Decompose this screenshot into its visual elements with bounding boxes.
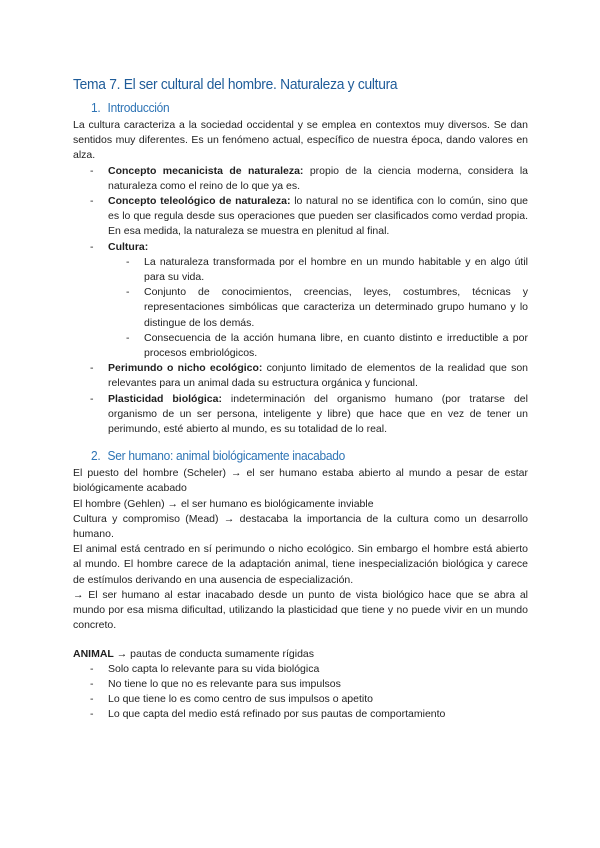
- dash-bullet: -: [90, 240, 94, 253]
- animal-text: → pautas de conducta sumamente rígidas: [113, 647, 315, 660]
- document-title: Tema 7. El ser cultural del hombre. Naturaleza y cultura: [73, 76, 398, 93]
- term: Cultura:: [108, 240, 149, 253]
- list-item: [73, 662, 528, 677]
- definitions-list: [73, 164, 528, 438]
- paragraph: El puesto del hombre (Scheler) → el ser humano estaba abierto al mundo a pesar de estar biológicamente acabado: [73, 467, 528, 495]
- sublist-text: Consecuencia de la acción humana libre, en cuanto distinto e irreductible a por procesos embriológicos.: [144, 331, 528, 360]
- dash-bullet: -: [126, 255, 130, 268]
- dash-bullet: -: [90, 392, 94, 405]
- animal-list: [73, 662, 528, 723]
- term: Concepto mecanicista de naturaleza:: [108, 164, 304, 177]
- definition: lo natural no se identifica con lo común, sino que es lo que regula desde sus operaciones que pueden ser clasificados como verdad propia. En esa medida, la naturaleza se muestra en plenitud al final.: [108, 195, 528, 238]
- section-2-number: 2.: [91, 448, 101, 464]
- dash-bullet: -: [90, 677, 94, 690]
- sublist-text: La naturaleza transformada por el hombre en un mundo habitable y en algo útil para su vida.: [144, 255, 528, 284]
- sublist-item: [108, 285, 528, 331]
- paragraph: El hombre (Gehlen) → el ser humano es biológicamente inviable: [73, 497, 374, 510]
- sublist-text: Conjunto de conocimientos, creencias, leyes, costumbres, técnicas y representaciones simbólicas que caracteriza un determinado grupo humano y lo distingue de los demás.: [144, 286, 528, 329]
- list-text: Lo que capta del medio está refinado por sus pautas de comportamiento: [108, 708, 446, 721]
- definition: propio de la ciencia moderna, considera la naturaleza como el reino de lo que ya es.: [108, 164, 528, 192]
- sublist-item: [108, 255, 528, 285]
- section-1-heading: [91, 100, 493, 115]
- animal-line: [73, 647, 528, 662]
- sublist-item: [108, 331, 528, 361]
- section-2-heading-text: Ser humano: animal biológicamente inacabado: [107, 448, 346, 464]
- list-item: [73, 164, 528, 194]
- list-item: [73, 677, 528, 692]
- section-1-heading-text: Introducción: [107, 100, 170, 115]
- animal-term: ANIMAL: [73, 647, 114, 660]
- list-text: No tiene lo que no es relevante para sus impulsos: [108, 677, 341, 690]
- dash-bullet: -: [90, 195, 94, 208]
- definition: indeterminación del organismo humano (por tratarse del organismo de un ser persona, inteligente y libre) que hace que en vez de tener un perimundo, esté abierto al mundo, es su totalidad de lo real.: [108, 392, 528, 436]
- list-text: Solo capta lo relevante para su vida biológica: [108, 662, 320, 675]
- paragraph: Cultura y compromiso (Mead) → destacaba la importancia de la cultura como un desarrollo humano.: [73, 512, 528, 541]
- paragraph: El animal está centrado en sí perimundo o nicho ecológico. Sin embargo el hombre está abierto al mundo. El hombre carece de la adaptación animal, tiene inespecialización biológica y carece de estímulos derivando en una ausencia de especialización.: [73, 543, 528, 586]
- dash-bullet: -: [90, 693, 94, 706]
- section-2-heading: [91, 448, 493, 463]
- list-item: [73, 240, 528, 362]
- list-item: [73, 361, 528, 391]
- dash-bullet: -: [126, 286, 130, 299]
- list-item: [73, 692, 528, 707]
- term: Perimundo o nicho ecológico:: [108, 362, 263, 375]
- dash-bullet: -: [126, 331, 130, 344]
- definition: conjunto limitado de elementos de la realidad que son relevantes para un animal dada su estructura orgánica y funcional.: [108, 362, 528, 390]
- culture-sublist: [108, 255, 528, 361]
- dash-bullet: -: [90, 362, 94, 375]
- list-item: [73, 707, 528, 722]
- term: Concepto teleológico de naturaleza:: [108, 195, 291, 208]
- dash-bullet: -: [90, 708, 94, 721]
- dash-bullet: -: [90, 662, 94, 675]
- list-item: [73, 392, 528, 438]
- list-item: [73, 194, 528, 240]
- paragraph: → El ser humano al estar inacabado desde un punto de vista biológico hace que se abra al mundo por esa misma dificultad, utilizando la plasticidad que tiene y no puede vivir en un mundo concreto.: [73, 588, 528, 632]
- list-text: Lo que tiene lo es como centro de sus impulsos o apetito: [108, 693, 373, 706]
- intro-paragraph: La cultura caracteriza a la sociedad occidental y se emplea en contextos muy diversos. Se dan sentidos muy diferentes. Es un fenómeno actual, específico de nuestra época, dando valores en alza.: [73, 119, 528, 162]
- section-1-number: 1.: [91, 100, 101, 115]
- dash-bullet: -: [90, 164, 94, 177]
- term: Plasticidad biológica:: [108, 392, 222, 405]
